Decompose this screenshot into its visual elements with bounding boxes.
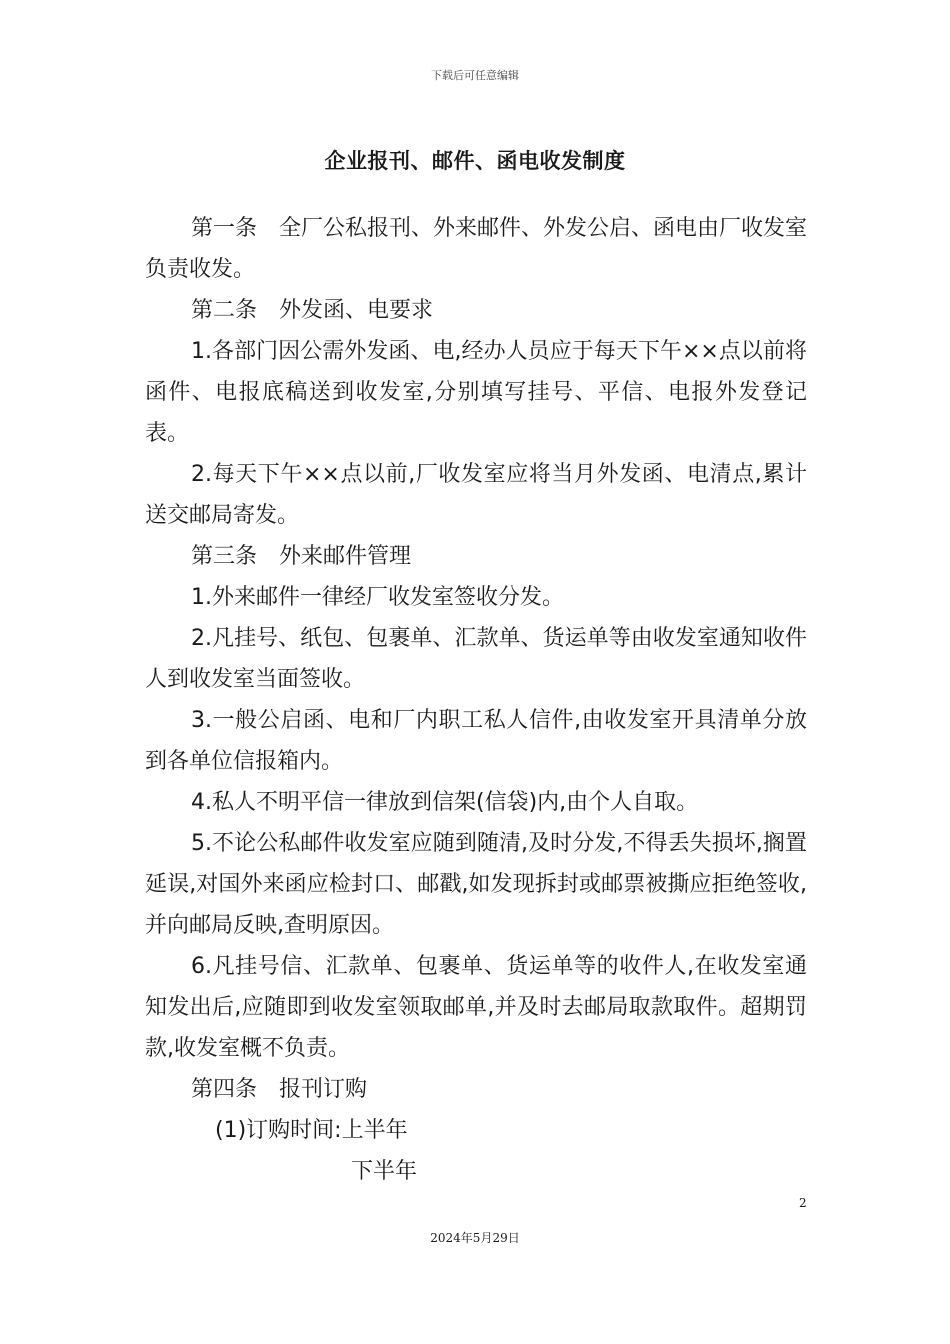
article-2-heading: 第二条 外发函、电要求 — [191, 298, 434, 323]
header-note: 下载后可任意编辑 — [431, 69, 519, 82]
article-3-item-4: 4.私人不明平信一律放到信架(信袋)内,由个人自取。 — [191, 790, 699, 815]
article-3-heading: 第三条 外来邮件管理 — [191, 544, 412, 569]
article-3-item-6: 6.凡挂号信、汇款单、包裹单、货运单等的收件人,在收发室通知发出后,应随即到收发室领取邮单,并及时去邮局取款取件。超期罚款,收发室概不负责。 — [145, 954, 807, 1061]
page-number: 2 — [799, 1196, 807, 1210]
article-2-item-1: 1.各部门因公需外发函、电,经办人员应于每天下午××点以前将函件、电报底稿送到收发室,分别填写挂号、平信、电报外发登记表。 — [145, 339, 807, 446]
article-1: 第一条 全厂公私报刊、外来邮件、外发公启、函电由厂收发室负责收发。 — [145, 216, 808, 282]
footer-date: 2024年5月29日 — [430, 1231, 520, 1245]
document-title: 企业报刊、邮件、函电收发制度 — [324, 149, 626, 173]
article-3-item-1: 1.外来邮件一律经厂收发室签收分发。 — [191, 585, 564, 610]
article-2-item-2: 2.每天下午××点以前,厂收发室应将当月外发函、电清点,累计送交邮局寄发。 — [145, 462, 807, 528]
document-body — [145, 208, 807, 1192]
article-3-item-3: 3.一般公启函、电和厂内职工私人信件,由收发室开具清单分放到各单位信报箱内。 — [145, 708, 807, 774]
article-4-item-1: (1)订购时间:上半年 — [215, 1118, 408, 1143]
article-4-item-1-cont: 下半年 — [351, 1159, 418, 1184]
article-3-item-2: 2.凡挂号、纸包、包裹单、汇款单、货运单等由收发室通知收件人到收发室当面签收。 — [145, 626, 807, 692]
article-4-heading: 第四条 报刊订购 — [191, 1077, 368, 1102]
article-3-item-5: 5.不论公私邮件收发室应随到随清,及时分发,不得丢失损坏,搁置延误,对国外来函应检封口、邮戳,如发现拆封或邮票被撕应拒绝签收,并向邮局反映,查明原因。 — [145, 831, 807, 938]
